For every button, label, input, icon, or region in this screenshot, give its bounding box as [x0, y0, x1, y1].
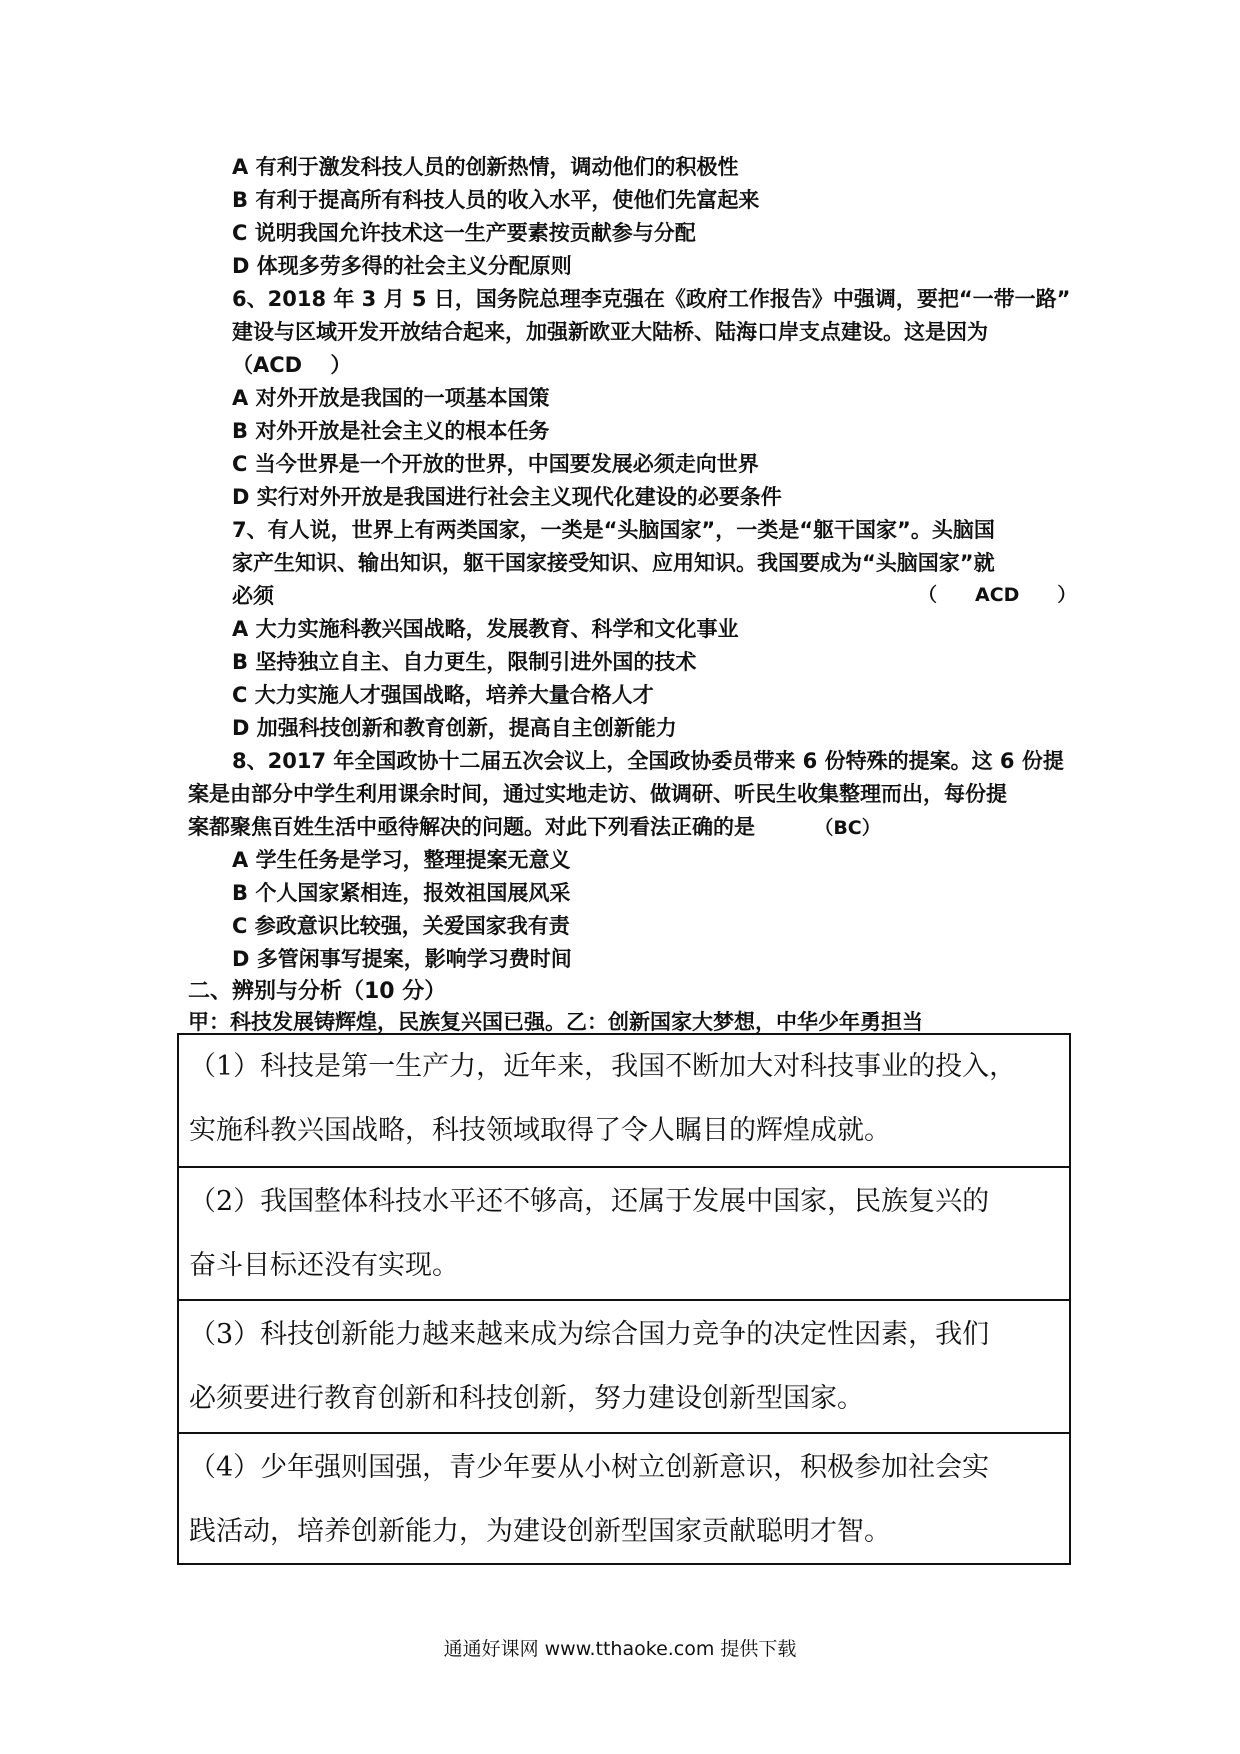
- q5-option-b: B 有利于提高所有科技人员的收入水平，使他们先富起来: [232, 188, 760, 212]
- analysis-table: [177, 1033, 1071, 1565]
- q8-stem-line1: 8、2017 年全国政协十二届五次会议上，全国政协委员带来 6 份特殊的提案。这 6 份提: [232, 749, 1064, 773]
- q7-option-c: C 大力实施人才强国战略，培养大量合格人才: [232, 683, 654, 707]
- table-row: [179, 1166, 1069, 1301]
- q6-option-a: A 对外开放是我国的一项基本国策: [232, 386, 550, 410]
- q6-option-c: C 当今世界是一个开放的世界，中国要发展必须走向世界: [232, 452, 759, 476]
- q7-option-d: D 加强科技创新和教育创新，提高自主创新能力: [232, 716, 677, 740]
- q5-option-d: D 体现多劳多得的社会主义分配原则: [232, 254, 572, 278]
- table-row-1-line-2: 实施科教兴国战略，科技领域取得了令人瞩目的辉煌成就。: [189, 1115, 891, 1146]
- table-row-2-line-2: 奋斗目标还没有实现。: [189, 1250, 459, 1281]
- section-title: 二、辨别与分析（10 分）: [188, 979, 447, 1004]
- q7-stem-line1: 7、有人说，世界上有两类国家，一类是“头脑国家”，一类是“躯干国家”。头脑国: [232, 518, 995, 542]
- table-row-3-line-1: （3）科技创新能力越来越来成为综合国力竞争的决定性因素，我们: [189, 1319, 990, 1350]
- q7-option-a: A 大力实施科教兴国战略，发展教育、科学和文化事业: [232, 617, 739, 641]
- table-row: [179, 1432, 1069, 1567]
- q8-stem-text: 案都聚焦百姓生活中亟待解决的问题。对此下列看法正确的是: [188, 815, 755, 839]
- q8-option-c: C 参政意识比较强，关爱国家我有责: [232, 914, 570, 938]
- q8-option-a: A 学生任务是学习，整理提案无意义: [232, 848, 571, 872]
- q8-option-d: D 多管闲事写提案，影响学习费时间: [232, 947, 572, 971]
- table-row-4-line-2: 践活动，培养创新能力，为建设创新型国家贡献聪明才智。: [189, 1516, 891, 1547]
- q6-stem-line1: 6、2018 年 3 月 5 日，国务院总理李克强在《政府工作报告》中强调，要把“一带一路”: [232, 287, 1071, 311]
- q6-answer: （ACD ）: [232, 353, 352, 377]
- table-row-3-line-2: 必须要进行教育创新和科技创新，努力建设创新型国家。: [189, 1383, 864, 1414]
- section-prompt: 甲：科技发展铸辉煌，民族复兴国已强。乙：创新国家大梦想，中华少年勇担当: [188, 1010, 923, 1034]
- q6-option-d: D 实行对外开放是我国进行社会主义现代化建设的必要条件: [232, 485, 782, 509]
- q8-answer: （BC）: [814, 817, 881, 839]
- q7-stem-line2: 家产生知识、输出知识，躯干国家接受知识、应用知识。我国要成为“头脑国家”就: [232, 551, 995, 575]
- q7-option-b: B 坚持独立自主、自力更生，限制引进外国的技术: [232, 650, 697, 674]
- q7-stem-line3: 必须: [232, 584, 274, 608]
- table-row-2-line-1: （2）我国整体科技水平还不够高，还属于发展中国家，民族复兴的: [189, 1186, 990, 1217]
- table-row-1-line-1: （1）科技是第一生产力，近年来，我国不断加大对科技事业的投入，: [189, 1051, 1017, 1082]
- table-row: [179, 1299, 1069, 1434]
- q8-option-b: B 个人国家紧相连，报效祖国展风采: [232, 881, 571, 905]
- q7-answer: （ ACD ）: [918, 584, 1077, 606]
- q6-stem-line2: 建设与区域开发开放结合起来，加强新欧亚大陆桥、陆海口岸支点建设。这是因为: [232, 320, 988, 344]
- page-footer: 通通好课网 www.tthaoke.com 提供下载: [443, 1638, 797, 1660]
- q8-stem-line3: [188, 813, 881, 842]
- q6-option-b: B 对外开放是社会主义的根本任务: [232, 419, 550, 443]
- table-row-4-line-1: （4）少年强则国强，青少年要从小树立创新意识，积极参加社会实: [189, 1452, 990, 1483]
- table-row: [179, 1033, 1069, 1166]
- q8-stem-line2: 案是由部分中学生利用课余时间，通过实地走访、做调研、听民生收集整理而出，每份提: [188, 782, 1007, 806]
- q5-option-c: C 说明我国允许技术这一生产要素按贡献参与分配: [232, 221, 696, 245]
- q5-option-a: A 有利于激发科技人员的创新热情，调动他们的积极性: [232, 155, 739, 179]
